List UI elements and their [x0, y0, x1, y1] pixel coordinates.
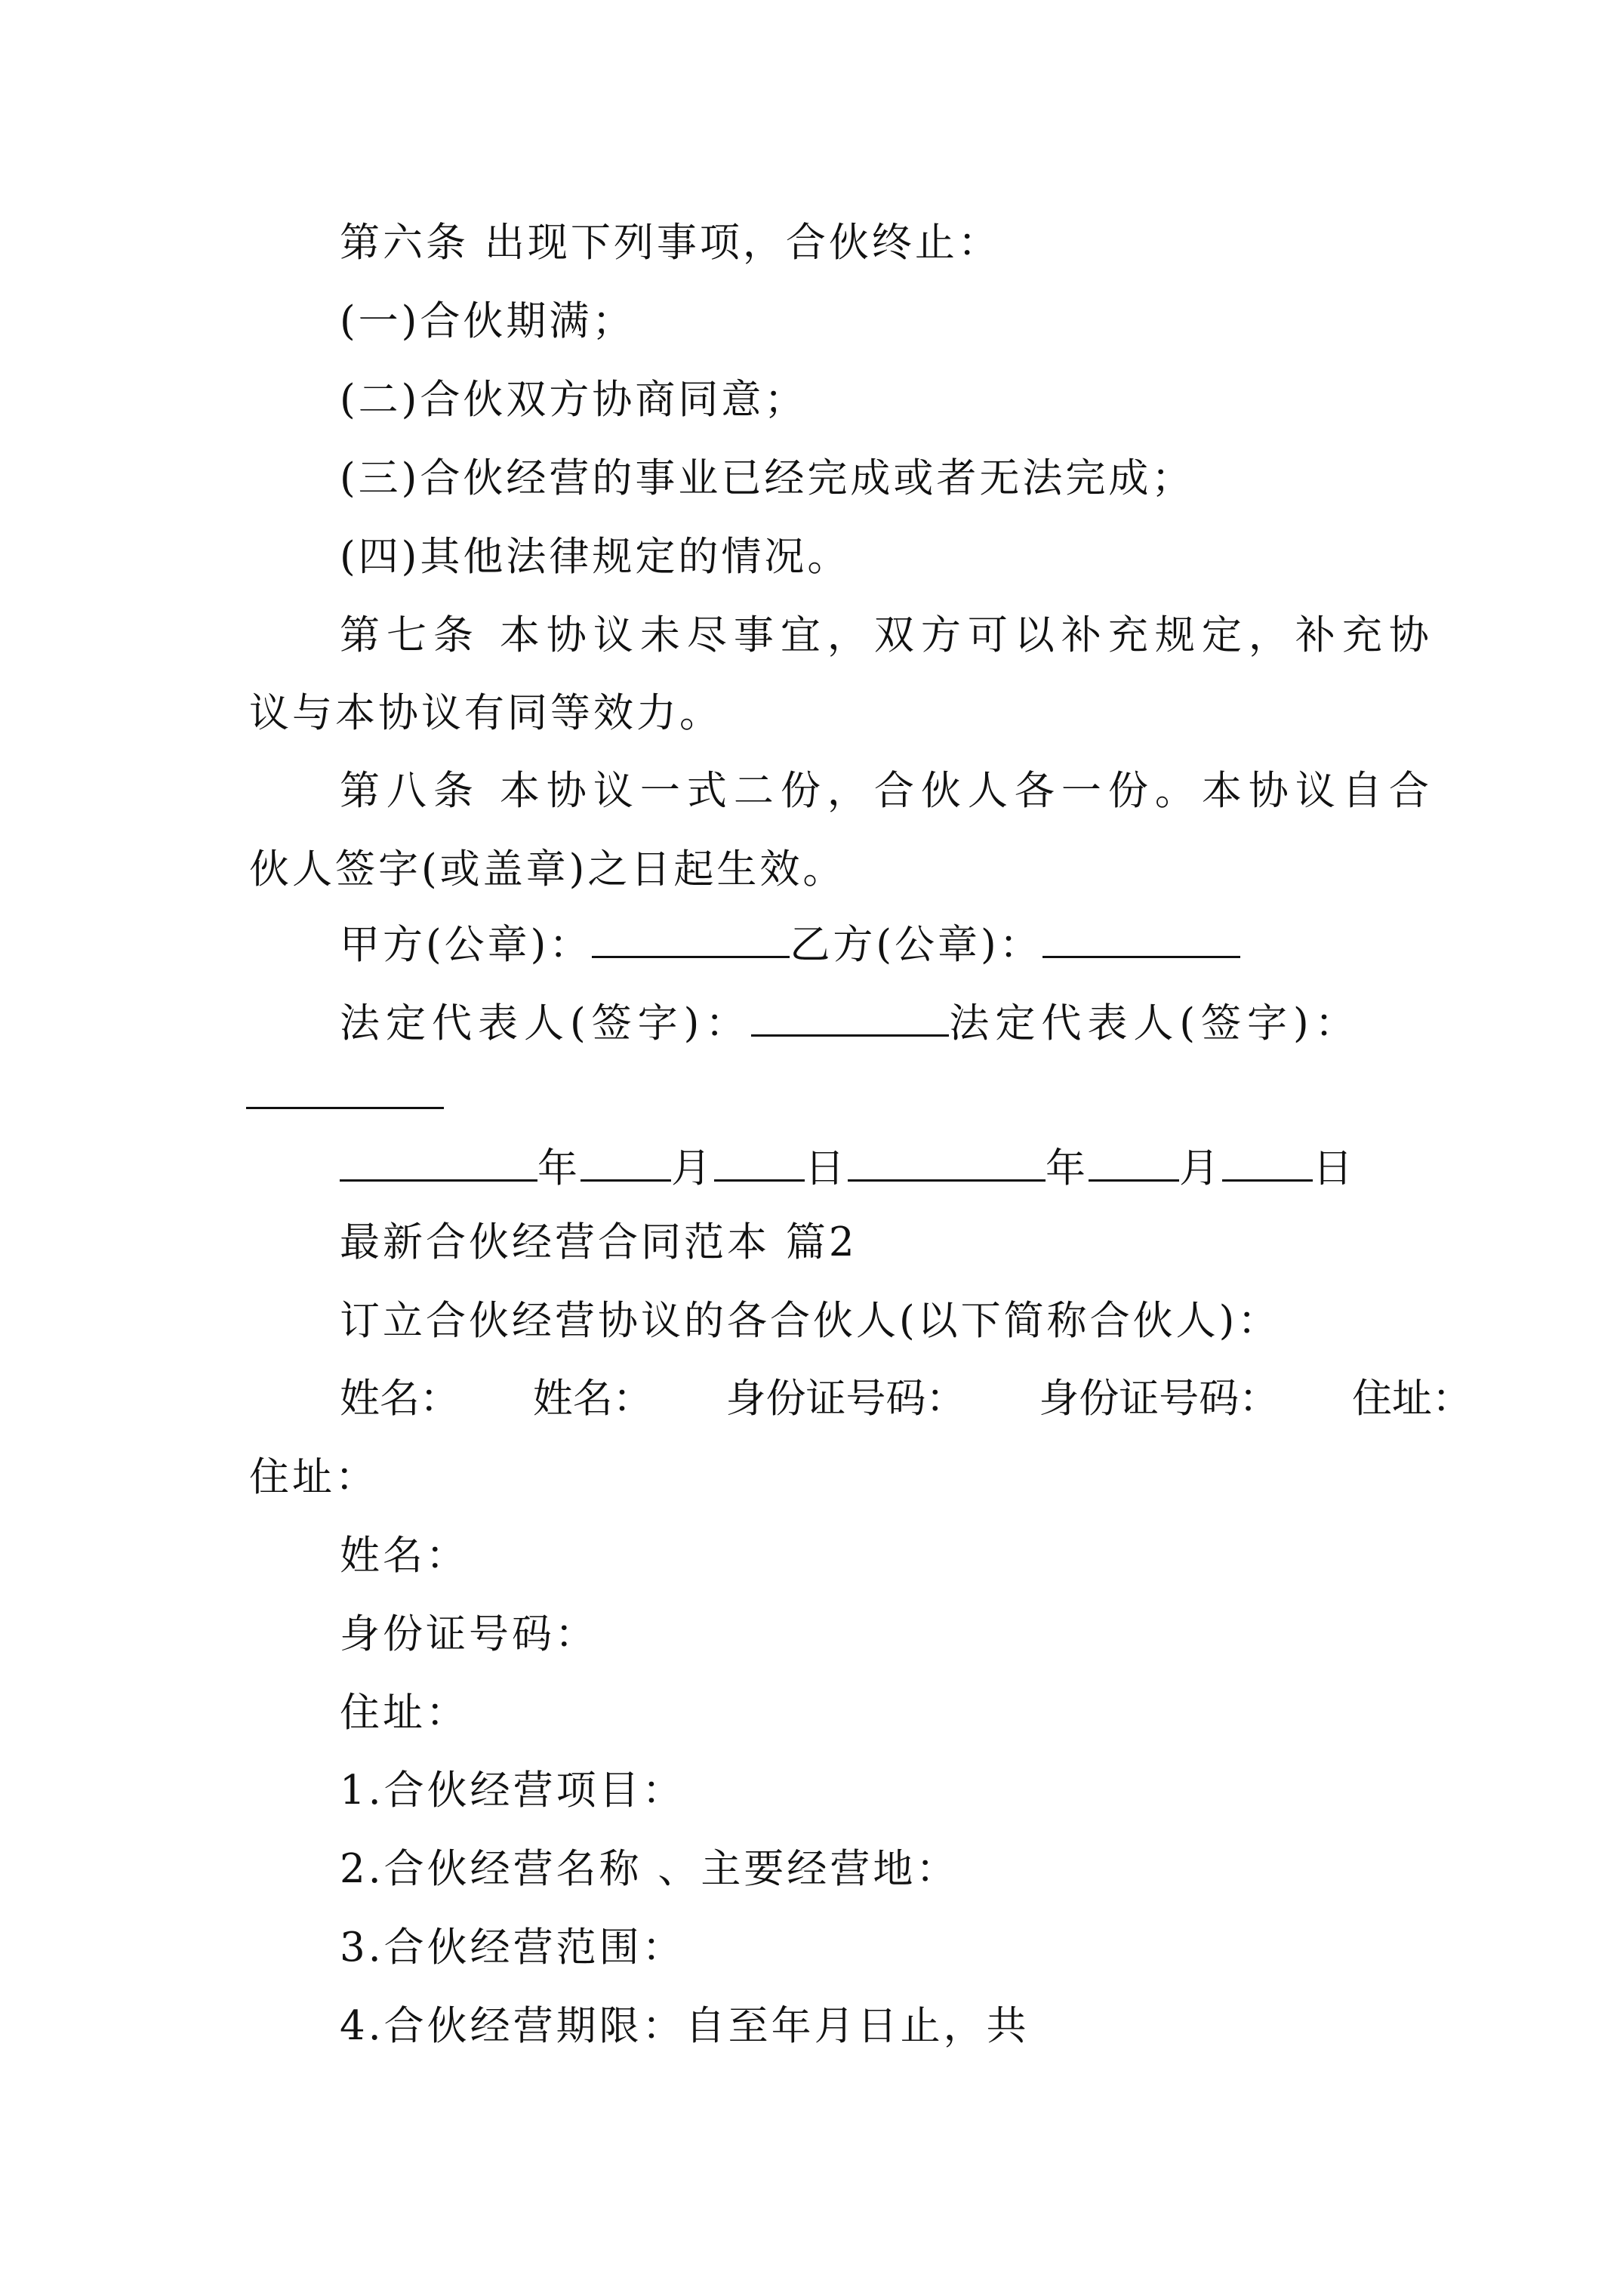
clause-item-2: (二)合伙双方协商同意；: [340, 377, 808, 423]
article-6-line: 第六条 出现下列事项，合伙终止：: [340, 220, 1001, 266]
date-b-day-blank[interactable]: [1222, 1142, 1313, 1182]
field-name-1: 姓名：: [340, 1376, 460, 1422]
rep-a-label: 法定代表人(签字)：: [340, 1000, 752, 1046]
article-8-line-1: 第八条 本协议一式二份，合伙人各一份。本协议自合: [340, 768, 1436, 814]
date-b-year-blank[interactable]: [848, 1142, 1046, 1182]
date-a-year-label: 年: [537, 1145, 581, 1191]
rep-b-label: 法定代表人(签字)：: [949, 1000, 1361, 1046]
date-row: [340, 1142, 1356, 1191]
field-name-3: 姓名：: [340, 1533, 469, 1579]
field-id-1: 身份证号码：: [725, 1376, 966, 1422]
intro-line: 订立合伙经营协议的各合伙人(以下简称合伙人)：: [340, 1298, 1281, 1344]
field-id-3: 身份证号码：: [340, 1611, 598, 1657]
date-a-year-blank[interactable]: [340, 1142, 537, 1182]
party-a-seal-blank[interactable]: [592, 918, 790, 958]
party-b-seal-label: 乙方(公章)：: [790, 922, 1042, 968]
party-b-seal-blank[interactable]: [1042, 918, 1240, 958]
date-a-month-label: 月: [671, 1145, 714, 1191]
signature-row-seal: [340, 918, 1240, 968]
section-heading-2: 最新合伙经营合同范本 篇2: [340, 1219, 858, 1265]
date-a-month-blank[interactable]: [581, 1142, 671, 1182]
field-id-2: 身份证号码：: [1039, 1376, 1280, 1422]
date-a-day-blank[interactable]: [714, 1142, 805, 1182]
partner-fields-row: [340, 1376, 1472, 1422]
date-b-year-label: 年: [1046, 1145, 1089, 1191]
field-address-2: 住址：: [249, 1454, 378, 1500]
clause-item-3: (三)合伙经营的事业已经完成或者无法完成；: [340, 455, 1195, 501]
date-b-day-label: 日: [1313, 1145, 1356, 1191]
article-7-line-2: 议与本协议有同等效力。: [249, 690, 722, 736]
clause-3-scope: 3.合伙经营范围：: [340, 1925, 685, 1971]
article-7-line-1: 第七条 本协议未尽事宜，双方可以补充规定，补充协: [340, 612, 1436, 658]
date-b-month-blank[interactable]: [1089, 1142, 1179, 1182]
signature-row-representative: [340, 997, 1361, 1046]
clause-item-4: (四)其他法律规定的情况。: [340, 534, 851, 580]
field-address-3: 住址：: [340, 1690, 469, 1736]
article-8-line-2: 伙人签字(或盖章)之日起生效。: [249, 846, 846, 892]
date-a-day-label: 日: [805, 1145, 848, 1191]
clause-2-name-location: 2.合伙经营名称 、主要经营地：: [340, 1846, 959, 1892]
field-name-2: 姓名：: [532, 1376, 653, 1422]
date-b-month-label: 月: [1179, 1145, 1222, 1191]
rep-a-blank[interactable]: [751, 997, 949, 1037]
party-a-seal-label: 甲方(公章)：: [340, 922, 593, 968]
rep-b-blank[interactable]: [246, 1107, 444, 1109]
field-address-1: 住址：: [1352, 1376, 1472, 1422]
clause-4-term: 4.合伙经营期限：自至年月日止，共: [340, 2003, 1030, 2049]
clause-1-project: 1.合伙经营项目：: [340, 1767, 685, 1814]
clause-item-1: (一)合伙期满；: [340, 298, 636, 344]
